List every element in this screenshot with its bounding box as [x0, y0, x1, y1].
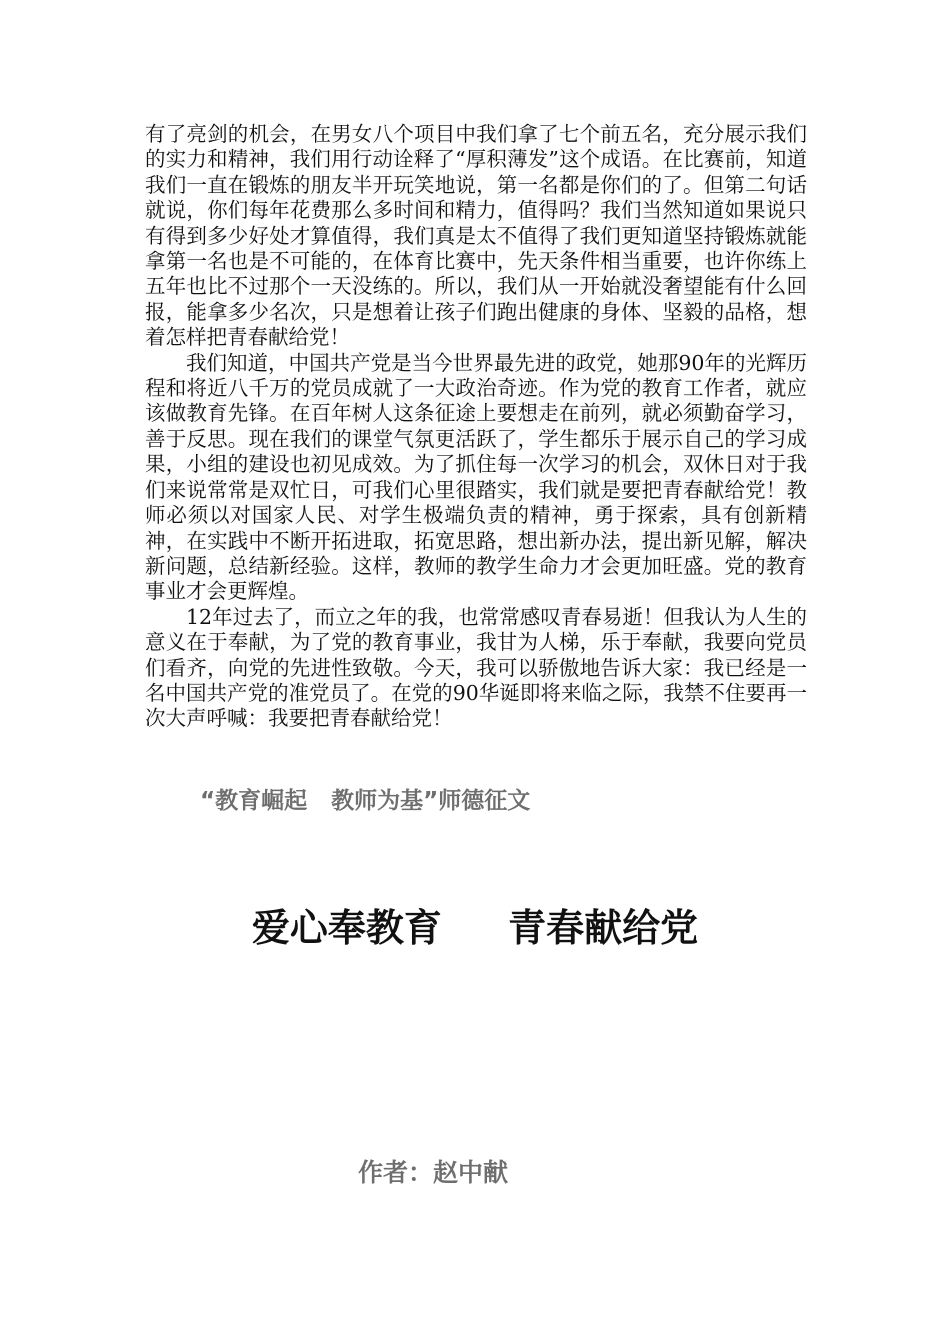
essay-subtitle: “教育崛起 教师为基”师德征文 [200, 788, 531, 814]
essay-author: 作者：赵中献 [358, 1158, 509, 1187]
paragraph-2: 我们知道，中国共产党是当今世界最先进的政党，她那90年的光辉历程和将近八千万的党员成就了一大政治奇迹。作为党的教育工作者，就应该做教育先锋。在百年树人这条征途上要想走在前列，就必须勤奋学习，善于反思。现在我们的课堂气氛更活跃了，学生都乐于展示自己的学习成果，小组的建设也初见成效。为了抓住每一次学习的机会，双休日对于我们来说常常是双忙日，可我们心里很踏实，我们就是要把青春献给党！教师必须以对国家人民、对学生极端负责的精神，勇于探索，具有创新精神，在实践中不断开拓进取，拓宽思路，想出新办法，提出新见解，解决新问题，总结新经验。这样，教师的教学生命力才会更加旺盛。党的教育事业才会更辉煌。 [145, 350, 807, 604]
essay-body [145, 122, 807, 732]
paragraph-1: 有了亮剑的机会，在男女八个项目中我们拿了七个前五名，充分展示我们的实力和精神，我们用行动诠释了“厚积薄发”这个成语。在比赛前，知道我们一直在锻炼的朋友半开玩笑地说，第一名都是你们的了。但第二句话就说，你们每年花费那么多时间和精力，值得吗？我们当然知道如果说只有得到多少好处才算值得，我们真是太不值得了我们更知道坚持锻炼就能拿第一名也是不可能的，在体育比赛中，先天条件相当重要，也许你练上五年也比不过那个一天没练的。所以，我们从一开始就没奢望能有什么回报，能拿多少名次，只是想着让孩子们跑出健康的身体、坚毅的品格，想着怎样把青春献给党！ [145, 122, 807, 350]
essay-title: 爱心奉教育 青春献给党 [251, 906, 699, 950]
paragraph-3: 12年过去了，而立之年的我，也常常感叹青春易逝！但我认为人生的意义在于奉献，为了党的教育事业，我甘为人梯，乐于奉献，我要向党员们看齐，向党的先进性致敬。今天，我可以骄傲地告诉大家：我已经是一名中国共产党的准党员了。在党的90华诞即将来临之际，我禁不住要再一次大声呼喊：我要把青春献给党！ [145, 604, 807, 731]
